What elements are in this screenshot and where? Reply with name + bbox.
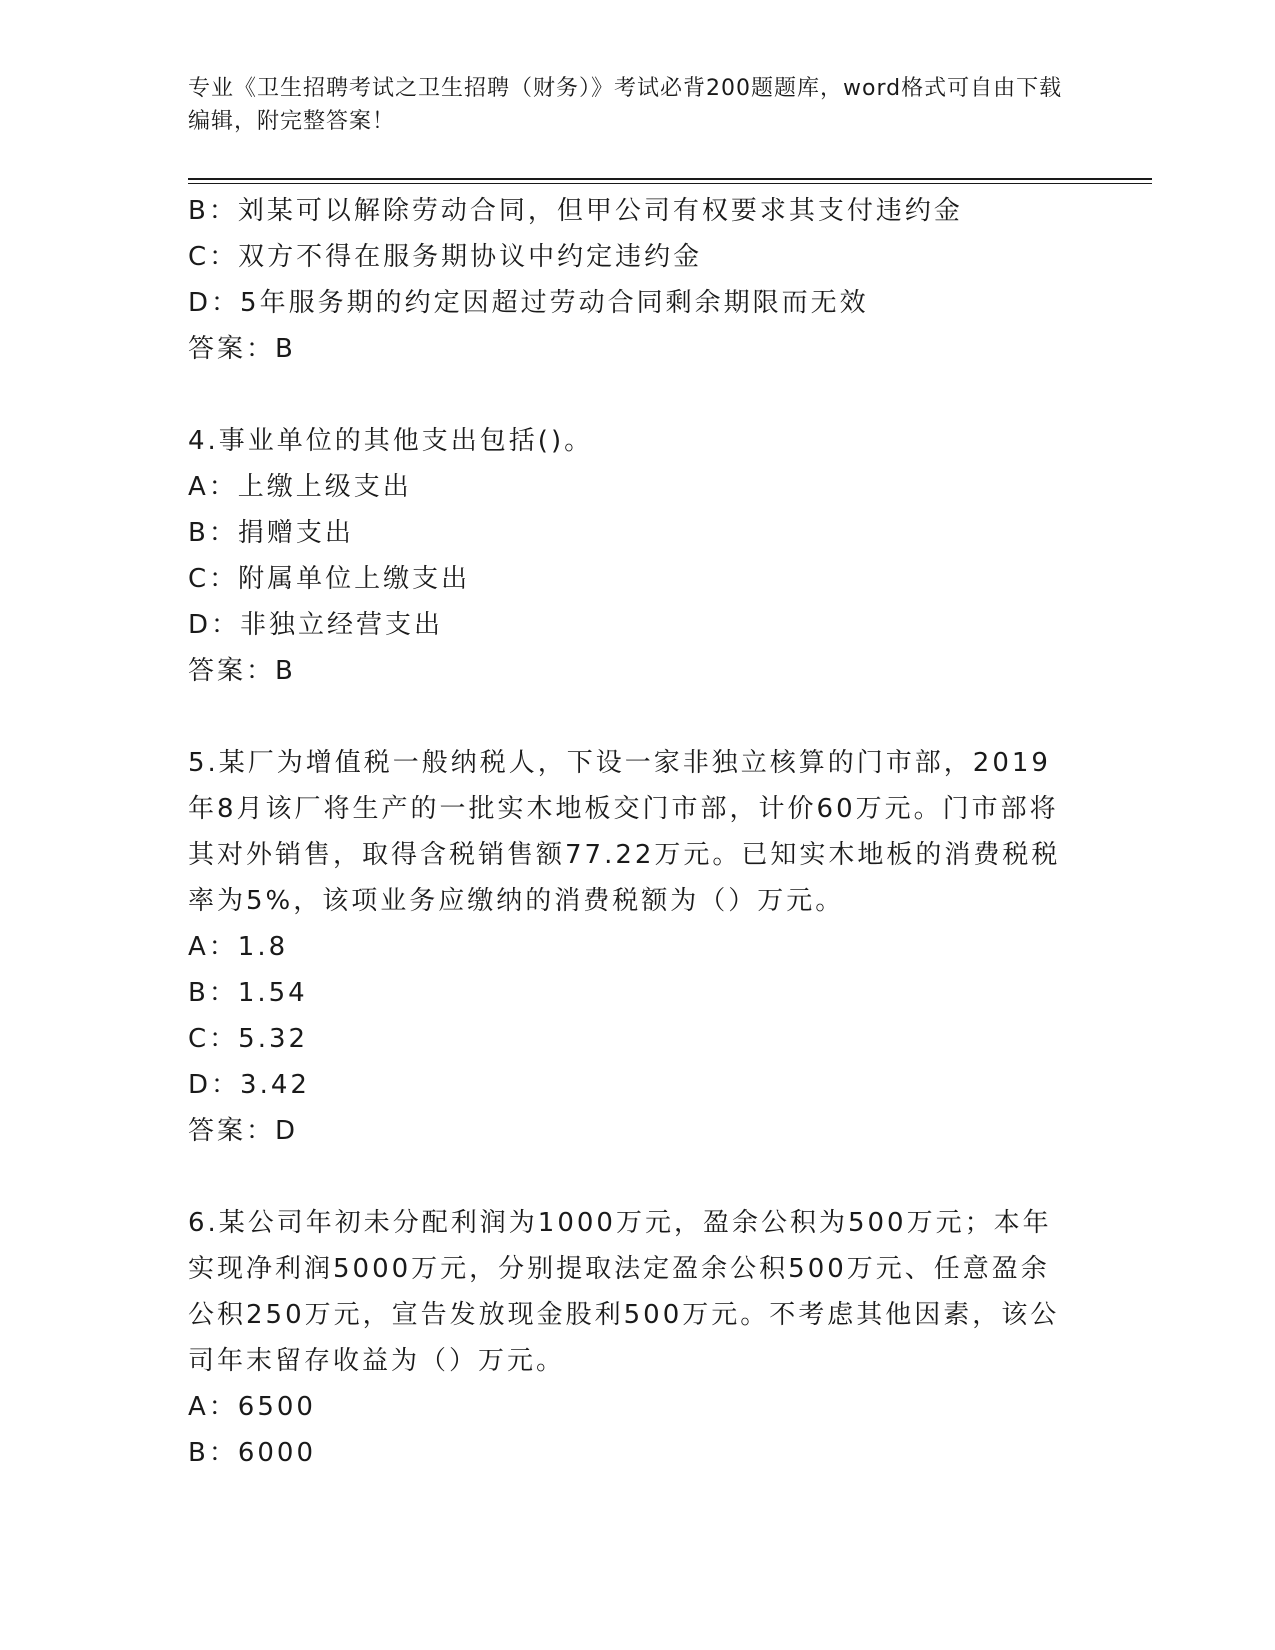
question-4-stem: 4.事业单位的其他支出包括()。	[188, 426, 594, 456]
question-5-option-b: B：1.54	[188, 978, 308, 1008]
question-5-answer: 答案：D	[188, 1116, 299, 1146]
question-4-option-d: D：非独立经营支出	[188, 610, 444, 640]
question-3-remainder	[188, 188, 1088, 372]
question-5	[188, 740, 1088, 1154]
document-header: 专业《卫生招聘考试之卫生招聘（财务）》考试必背200题题库，word格式可自由下载编辑，附完整答案！	[188, 76, 1063, 134]
question-6-option-b: B：6000	[188, 1438, 317, 1468]
question-3-option-c: C：双方不得在服务期协议中约定违约金	[188, 242, 703, 272]
question-3-option-d: D：5年服务期的约定因超过劳动合同剩余期限而无效	[188, 288, 869, 318]
spacer	[188, 694, 1088, 740]
spacer	[188, 1154, 1088, 1200]
document-body	[188, 188, 1088, 1476]
question-5-stem: 5.某厂为增值税一般纳税人，下设一家非独立核算的门市部，2019年8月该厂将生产的一批实木地板交门市部，计价60万元。门市部将其对外销售，取得含税销售额77.22万元。已知实木地板的消费税税率为5%，该项业务应缴纳的消费税额为（）万元。	[188, 748, 1061, 916]
question-5-option-d: D：3.42	[188, 1070, 310, 1100]
question-5-option-a: A：1.8	[188, 932, 289, 962]
question-6	[188, 1200, 1088, 1476]
question-4	[188, 418, 1088, 694]
question-6-option-a: A：6500	[188, 1392, 316, 1422]
question-5-option-c: C：5.32	[188, 1024, 309, 1054]
question-4-answer: 答案：B	[188, 656, 296, 686]
header-rule-thin	[188, 183, 1152, 184]
question-4-option-a: A：上缴上级支出	[188, 472, 412, 502]
spacer	[188, 372, 1088, 418]
question-6-stem: 6.某公司年初未分配利润为1000万元，盈余公积为500万元；本年实现净利润5000万元，分别提取法定盈余公积500万元、任意盈余公积250万元，宣告发放现金股利500万元。不考虑其他因素，该公司年末留存收益为（）万元。	[188, 1208, 1060, 1376]
question-4-option-c: C：附属单位上缴支出	[188, 564, 471, 594]
question-3-option-b: B：刘某可以解除劳动合同，但甲公司有权要求其支付违约金	[188, 196, 963, 226]
question-4-option-b: B：捐赠支出	[188, 518, 354, 548]
header-rule-thick	[188, 178, 1152, 180]
question-3-answer: 答案：B	[188, 334, 296, 364]
